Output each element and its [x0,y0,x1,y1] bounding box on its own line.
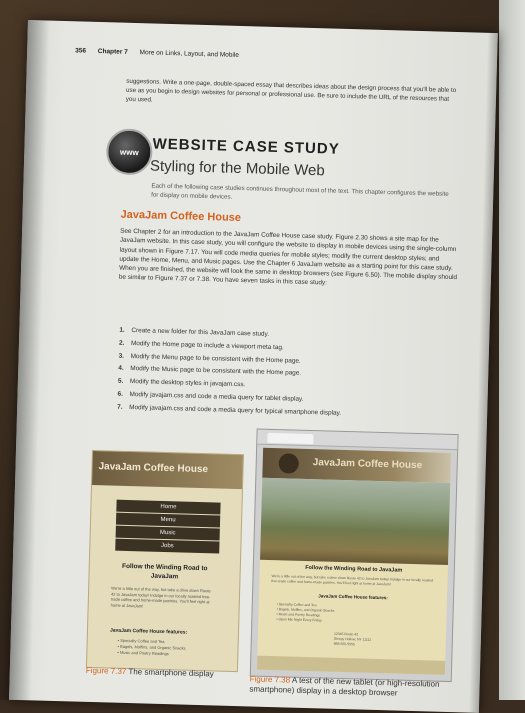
task-list [117,325,459,424]
step-number: 4. [118,365,124,373]
step-text: Modify the Menu page to be consistent with the Home page. [130,352,301,365]
book-page [9,20,498,713]
feature-text: Specialty Coffee and Tea [120,637,165,645]
caption-text: A test of the new tablet (or high-resolution smartphone) display in a desktop browser [249,675,440,698]
step-number: 3. [118,352,125,360]
feature-text: Open Mic Night Every Friday [278,617,322,623]
feature-text: Music and Poetry Readings [119,649,169,657]
badge-text: www [119,147,139,157]
case-study-description: Each of the following case studies continues throughout most of the text. This chapter configures the website for display on mobile devices. [151,182,449,201]
chapter-label: Chapter 7 [97,47,128,56]
nav-item-jobs: Jobs [115,539,219,554]
list-item: • Music and Poetry Readings [276,612,321,618]
caption-text: The smartphone display [128,667,214,679]
figure-caption [249,674,449,700]
step-number: 2. [118,339,125,347]
case-study-subheading: Styling for the Mobile Web [149,157,325,180]
site-title: JavaJam Coffee House [312,457,423,472]
list-item: • Specialty Coffee and Tea [117,637,165,645]
step-number: 1. [119,326,125,334]
nav-item-music: Music [116,526,220,541]
features-heading: JavaJam Coffee House features: [318,593,388,601]
features-heading: JavaJam Coffee House features: [109,627,188,636]
list-item: • Specialty Coffee and Tea [276,602,317,608]
features-list [117,638,186,658]
chapter-title: More on Links, Layout, and Mobile [139,49,240,59]
list-item: • Open Mic Night Every Friday [276,617,322,623]
adjacent-page [499,0,525,700]
figure-smartphone-display [86,450,244,672]
browser-toolbar [257,430,457,451]
address-line: Sleepy Hollow, NY 11111 [333,636,372,642]
step-text: Modify javajam.css and code a media query for typical smartphone display. [129,403,342,417]
site-paragraph: We're a little out of the way, but take a drive down Route 42 to JavaJam today! Indulge in our locally roasted free-trade coffee and home-made pastries. You'll feel right at home at JavaJam! [271,574,434,587]
figure-tablet-display [250,429,459,683]
figure-label: Figure 7.37 [85,665,127,676]
nav-item-menu: Menu [116,513,220,528]
list-item: • Bagels, Muffins, and Organic Snacks [276,607,335,613]
step-number: 5. [117,377,124,385]
www-badge-icon [106,128,153,175]
list-item: • Bagels, Muffins, and Organic Snacks [117,643,186,651]
feature-text: Bagels, Muffins, and Organic Snacks [278,607,335,613]
intro-paragraph: suggestions. Write a one-page, double-spaced essay that describes ideas about the design process that you'll be able to use as you begin to design websites for personal or professional use. Be sure to include the URL of the resources that you used. [125,77,457,104]
browser-viewport [257,448,451,675]
step-text: Create a new folder for this JavaJam case study. [131,327,270,338]
step-number: 6. [117,390,124,398]
step-text: Modify javajam.css and code a media query for tablet display. [129,390,304,403]
site-footer [257,656,445,675]
site-nav [115,500,220,555]
address-line: 12345 Route 42 [333,631,359,637]
list-item: • Music and Poetry Readings [117,649,169,657]
site-heading: Follow the Winding Road to JavaJam [305,564,403,574]
section-body: See Chapter 2 for an introduction to the JavaJam Coffee House case study. Figure 2.30 shows a site map for the JavaJam website. In this case study, you will configure the website to display in mobile devices using the single-column layout shown in Figure 7.17. You will code media queries for mobile styles; modify the current desktop styles; and update the Home, Menu, and Music pages. Use the Chapter 6 JavaJam website as a starting point for this case study. When you are finished, the website will look the same in desktop browsers (see Figure 6.50). The mobile display should be similar to Figure 7.37 or 7.38. You have seven tasks in this case study: [118,227,458,287]
page-number: 356 [75,47,87,55]
address-line: 888-555-5555 [333,641,355,647]
address-block [334,632,372,648]
section-title: JavaJam Coffee House [120,208,242,225]
feature-text: Specialty Coffee and Tea [278,602,317,608]
case-study-heading: WEBSITE CASE STUDY [152,135,340,158]
feature-text: Music and Poetry Readings [278,612,321,618]
site-paragraph: We're a little out of the way, but take a drive down Route 42 to JavaJam today! Indulge in our locally roasted free-trade coffee and home-made pastries. You'll feel right at home at JavaJam! [110,585,211,608]
running-head [75,47,239,59]
browser-tab [267,433,313,444]
winding-road-photo [260,478,450,565]
step-text: Modify the Home page to include a viewport meta tag. [130,339,284,352]
site-header [92,451,243,489]
figure-label: Figure 7.38 [249,674,291,685]
site-heading: Follow the Winding Road to JavaJam [121,562,208,581]
step-text: Modify the Music page to be consistent with the Home page. [130,365,302,378]
site-title: JavaJam Coffee House [98,461,209,476]
step-text: Modify the desktop styles in javajam.css. [129,378,246,389]
nav-item-home: Home [116,500,220,515]
coffee-cup-icon [278,453,299,474]
step-number: 7. [117,403,123,411]
features-list [276,602,334,624]
feature-text: Bagels, Muffins, and Organic Snacks [119,643,186,651]
